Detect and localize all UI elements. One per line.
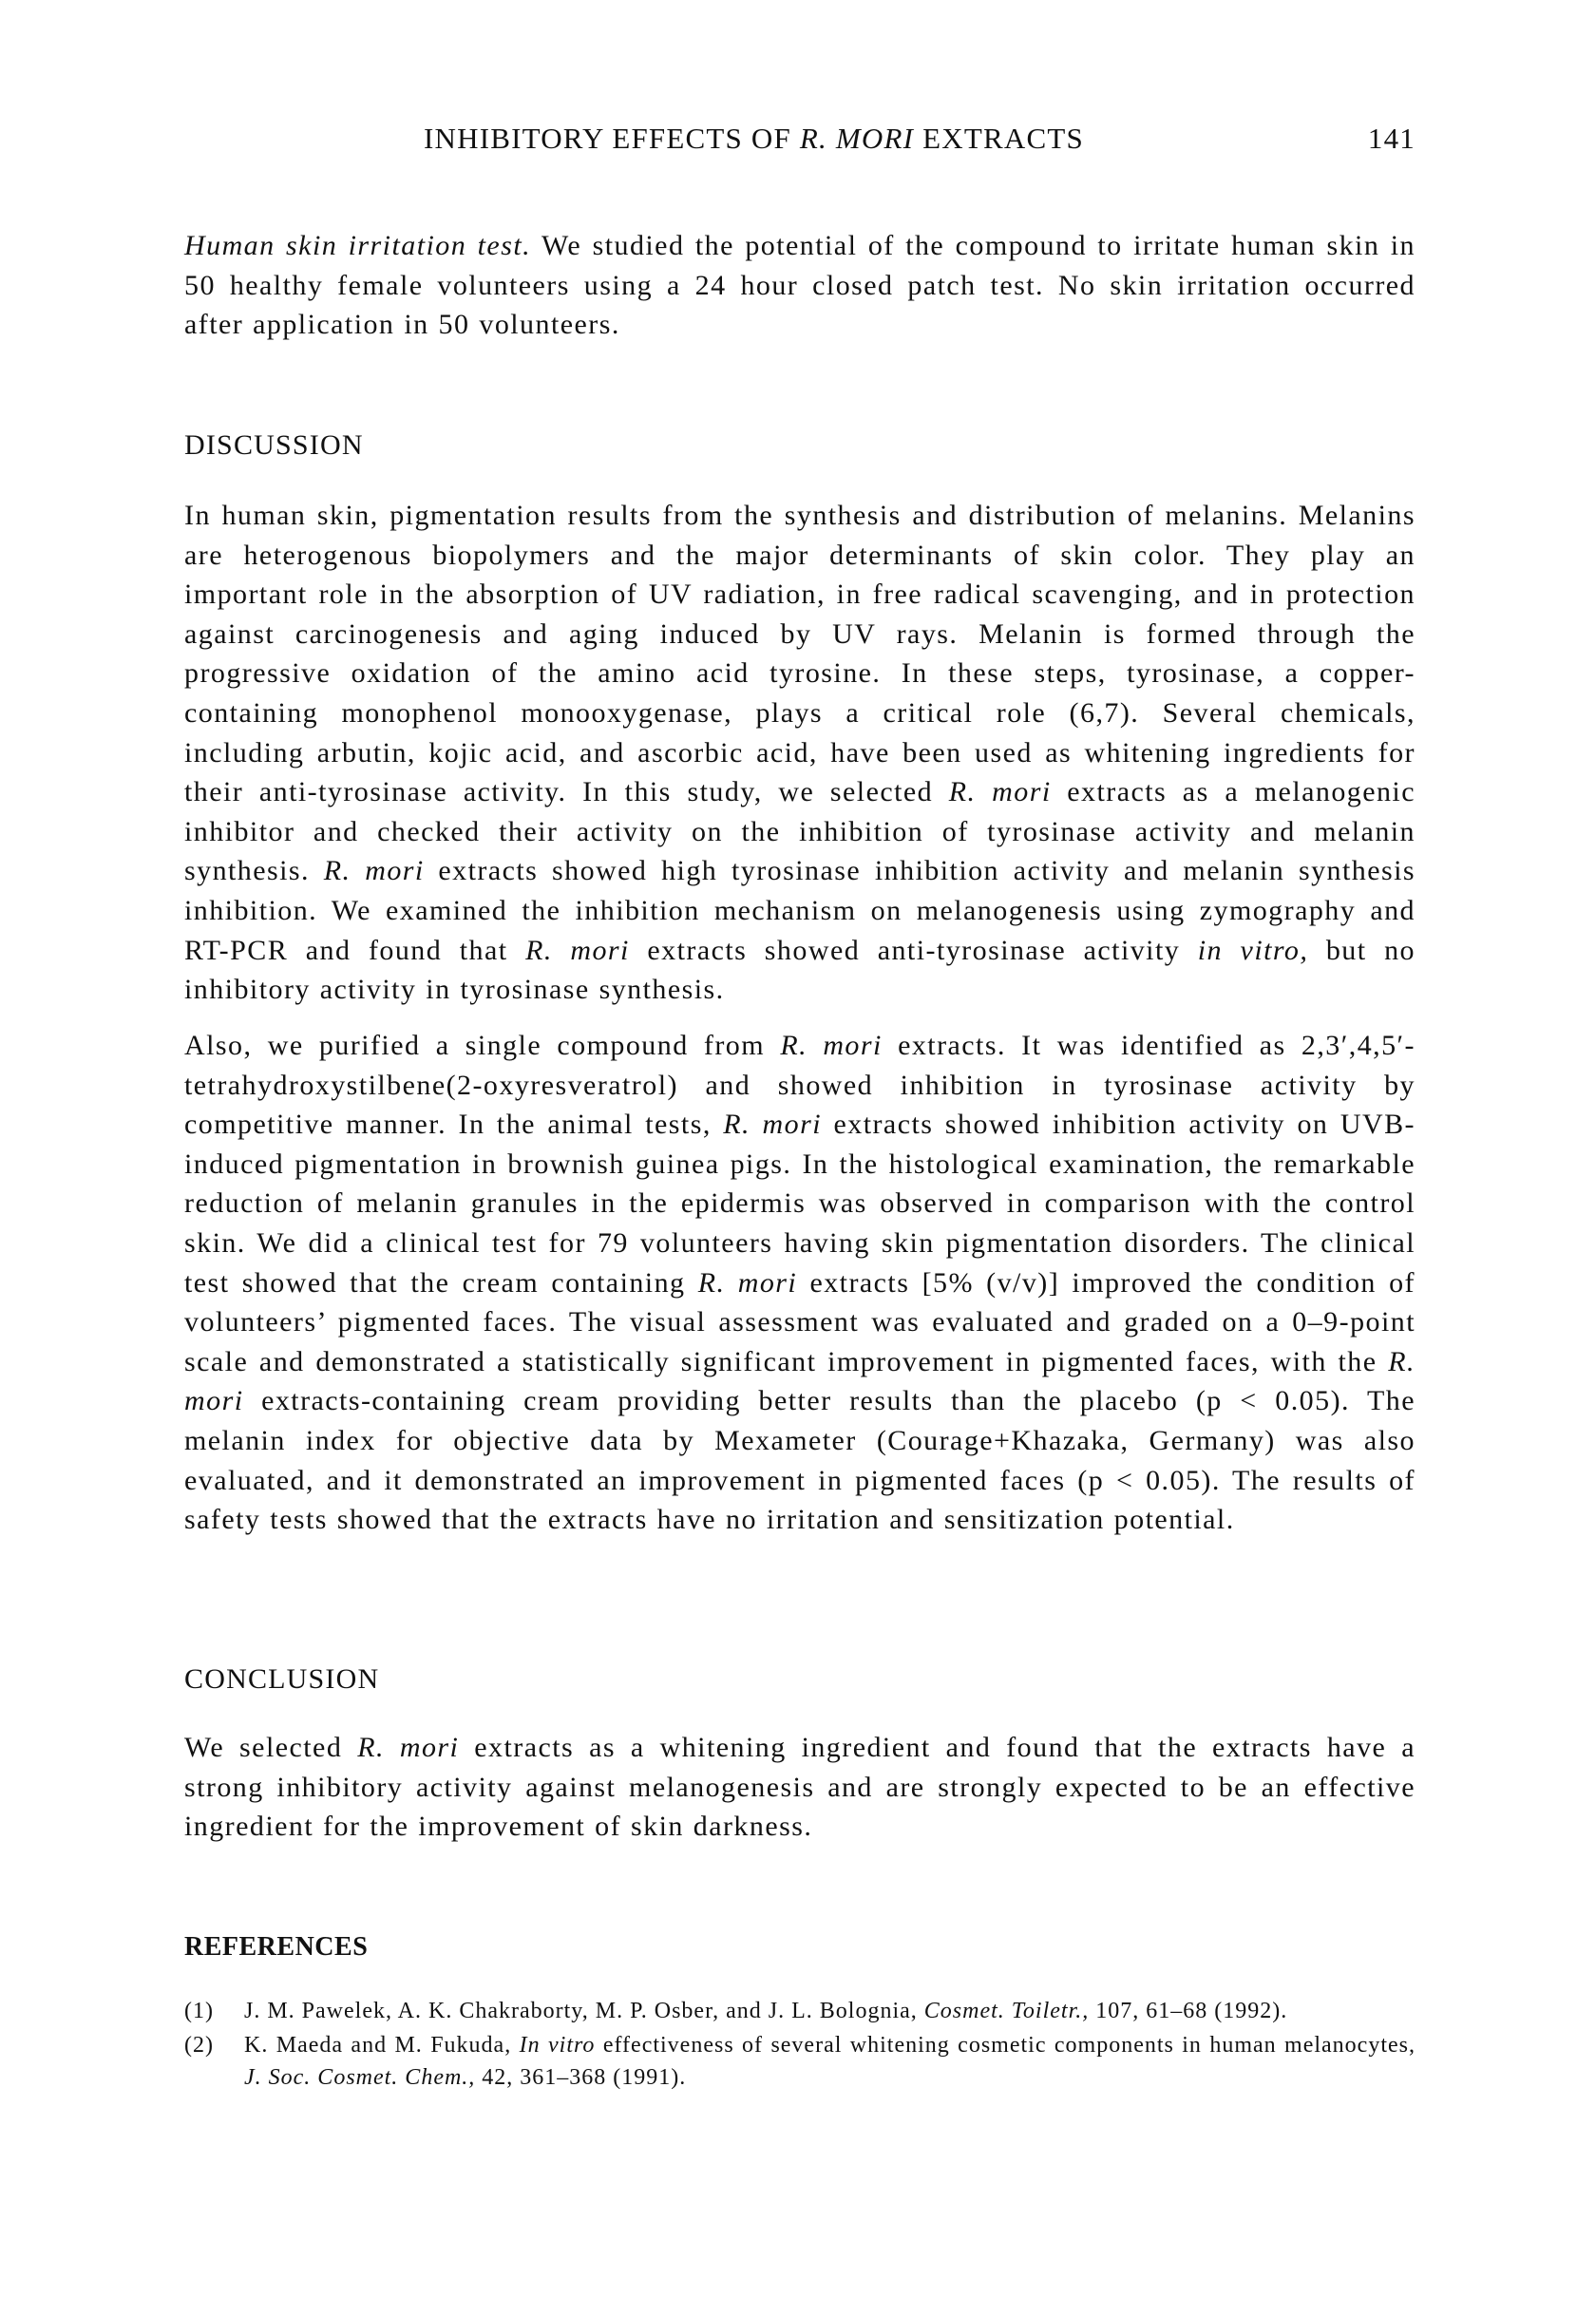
text-run: 42, 361–368 (1991). <box>475 2065 687 2090</box>
reference-item <box>184 2029 1416 2094</box>
italic-text: In vitro <box>519 2033 596 2058</box>
reference-text <box>244 2033 1416 2090</box>
paragraph-skin-irritation <box>184 226 1416 345</box>
italic-text: Human skin irritation test. <box>184 230 532 261</box>
running-title-text-end: EXTRACTS <box>914 122 1084 155</box>
text-run: 107, 61–68 (1992). <box>1089 1999 1288 2023</box>
reference-list <box>184 1995 1416 2096</box>
running-title <box>424 122 1084 156</box>
running-title-italic: R. MORI <box>799 122 915 155</box>
text-run: extracts showed high tyrosinase inhibition activity and melanin synthesis inhibition. We examined the inhibition mechanism on melanogenesis using zymography and RT-PCR and found that <box>184 855 1416 966</box>
italic-text: J. Soc. Cosmet. Chem., <box>244 2065 476 2090</box>
text-run: extracts [5% (v/v)] improved the condition of volunteers’ pigmented faces. The visual assessment was evaluated and graded on a 0–9-point scale and demonstrated a statistically significant improvement in pigmented faces, with the <box>184 1266 1416 1377</box>
running-title-text: INHIBITORY EFFECTS OF <box>424 122 800 155</box>
paragraph-discussion-2 <box>184 1026 1416 1540</box>
text-run: extracts showed inhibition activity on UVB-induced pigmentation in brownish guinea pigs. In the histological examination, the remarkable reduction of melanin granules in the epidermis was observed in comparison with the control skin. We did a clinical test for 79 volunteers having skin pigmentation disorders. The clinical test showed that the cream containing <box>184 1109 1416 1299</box>
text-run: extracts showed anti-tyrosinase activity <box>629 934 1198 966</box>
page-number: 141 <box>1367 122 1416 155</box>
text-run: extracts as a whitening ingredient and found that the extracts have a strong inhibitory activity against melanogenesis and are strongly expected to be an effective ingredient for the improvement of skin darkness. <box>184 1732 1416 1843</box>
text-run: extracts as a melanogenic inhibitor and checked their activity on the inhibition of tyrosinase activity and melanin synthesis. <box>184 776 1416 887</box>
italic-text: R. mori <box>323 855 425 887</box>
reference-number: (1) <box>184 1999 214 2023</box>
text-run: We studied the potential of the compound to irritate human skin in 50 healthy female volunteers using a 24 hour closed patch test. No skin irritation occurred after application in 50 volunteers. <box>184 230 1416 341</box>
heading-discussion: DISCUSSION <box>184 429 364 461</box>
italic-text: R. mori <box>184 1345 1416 1417</box>
heading-references: REFERENCES <box>184 1932 369 1962</box>
italic-text: R. mori <box>723 1109 822 1141</box>
italic-text: R. mori <box>525 934 630 966</box>
paragraph-discussion-1 <box>184 496 1416 1010</box>
text-run: extracts-containing cream providing better results than the placebo (p < 0.05). The melanin index for objective data by Mexameter (Courage+Khazaka, Germany) was also evaluated, and it demonstrated an improvement in pigmented faces (p < 0.05). The results of safety tests showed that the extracts have no irritation and sensitization potential. <box>184 1385 1416 1536</box>
reference-item <box>184 1995 1416 2027</box>
italic-text: R. mori <box>948 776 1052 808</box>
paragraph-conclusion <box>184 1728 1416 1847</box>
text-run: J. M. Pawelek, A. K. Chakraborty, M. P. Osber, and J. L. Bolognia, <box>244 1999 924 2023</box>
italic-text: in vitro, <box>1197 934 1309 966</box>
italic-text: R. mori <box>780 1030 883 1061</box>
reference-text <box>244 1999 1287 2023</box>
text-run: effectiveness of several whitening cosmetic components in human melanocytes, <box>595 2033 1416 2058</box>
text-run: but no inhibitory activity in tyrosinase synthesis. <box>184 934 1416 1006</box>
text-run: Also, we purified a single compound from <box>184 1030 781 1061</box>
text-run: extracts. It was identified as 2,3′,4,5′-tetrahydroxystilbene(2-oxyresveratrol) and showed inhibition in tyrosinase activity by competitive manner. In the animal tests, <box>184 1030 1416 1141</box>
text-run: K. Maeda and M. Fukuda, <box>244 2033 520 2058</box>
text-run: In human skin, pigmentation results from the synthesis and distribution of melanins. Melanins are heterogenous biopolymers and the major determinants of skin color. They play an important role in the absorption of UV radiation, in free radical scavenging, and in protection against carcinogenesis and aging induced by UV rays. Melanin is formed through the progressive oxidation of the amino acid tyrosine. In these steps, tyrosinase, a copper-containing monophenol monooxygenase, plays a critical role (6,7). Several chemicals, including arbutin, kojic acid, and ascorbic acid, have been used as whitening ingredients for their anti-tyrosinase activity. In this study, we selected <box>184 500 1416 808</box>
italic-text: Cosmet. Toiletr., <box>923 1999 1090 2023</box>
reference-number: (2) <box>184 2033 214 2058</box>
italic-text: R. mori <box>357 1732 460 1763</box>
heading-conclusion: CONCLUSION <box>184 1663 380 1695</box>
italic-text: R. mori <box>697 1266 798 1299</box>
text-run: We selected <box>184 1732 358 1763</box>
